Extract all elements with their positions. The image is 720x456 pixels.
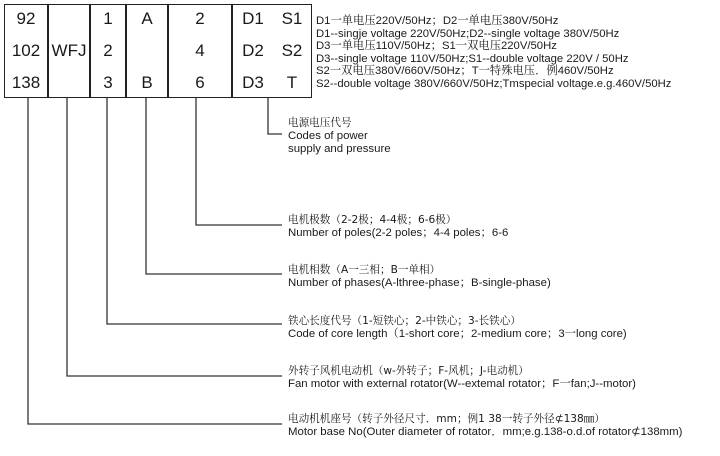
code-t: T [286,73,298,92]
label-en: Motor base No(Outer diameter of rotator．mm;e.g.138-o.d.of rotator⊄138mm) [288,426,683,439]
label-core-length [288,315,627,341]
code-a: A [141,9,153,28]
code-box-voltage [232,4,312,98]
code-d1: D1 [242,9,264,28]
code-box-type [48,4,90,98]
code-d2: D2 [242,41,264,60]
code-138: 138 [11,73,41,92]
label-zh: 电源电压代号 [288,117,352,129]
label-motor-base-no [288,413,682,439]
legend-line: S2--double voltage 380V/660V/50Hz;Tmspecial voltage.e.g.460V/50Hz [316,77,672,90]
connector-base-no [28,98,282,424]
legend-line: D3一单电压110V/50Hz；S1一双电压220V/50Hz [316,40,557,53]
code-box-poles [168,4,232,98]
code-box-phases [126,4,168,98]
label-zh: 电动机机座号（转子外径尺寸．mm；例1 38一转子外径⊄138㎜） [288,413,605,425]
connector-fan-motor [67,98,282,376]
code-b: B [141,73,153,92]
connector-phases [146,98,282,274]
code-102: 102 [11,41,41,60]
code-3: 3 [103,73,113,92]
legend-line: D1一单电压220V/50Hz；D2一单电压380V/50Hz [316,15,559,27]
code-2: 2 [103,41,113,60]
label-fan-motor [288,365,636,391]
label-zh: 外转子风机电动机（w-外转子；F-风机；J-电动机） [288,365,529,377]
label-en: Codes of power [288,130,368,143]
voltage-legend [316,15,671,91]
label-zh: 电机相数（A一三相；B一单相） [288,264,441,276]
legend-line: S2一双电压380V/660V/50Hz；T一特殊电压．例460V/50Hz [316,65,614,78]
code-92: 92 [16,9,36,28]
label-number-of-phases [288,264,551,290]
label-zh: 铁心长度代号（1-短铁心；2-中铁心；3-长铁心） [288,315,521,327]
connector-poles [196,98,282,225]
code-wfj: WFJ [51,41,87,60]
connector-voltage [268,98,282,134]
label-zh: 电机极数（2-2极；4-4极；6-6极） [288,214,457,226]
code-s2: S2 [281,41,303,60]
code-box-core-length [90,4,126,98]
code-pole-4: 4 [195,41,205,60]
legend-line: D3--single voltage 110V/50Hz;S1--double voltage 220V / 50Hz [316,52,629,65]
label-en: Number of phases(A-lthree-phase；B-single-phase) [288,277,551,290]
code-s1: S1 [281,9,303,28]
code-box-base-no [4,4,48,98]
code-pole-6: 6 [195,73,205,92]
label-en: Code of core length（1-short core；2-medium core；3一long core) [288,328,627,341]
code-d3: D3 [242,73,264,92]
label-en: supply and pressure [288,143,391,156]
code-pole-2: 2 [195,9,205,28]
connector-core-length [107,98,282,324]
label-en: Number of poles(2-2 poles；4-4 poles；6-6 [288,227,509,240]
code-1: 1 [103,9,113,28]
legend-line: D1--singje voltage 220V/50Hz;D2--single voltage 380V/50Hz [316,27,620,40]
label-power-supply-code [288,117,391,157]
label-en: Fan motor with external rotator(W--extemal rotator；F一fan;J--motor) [288,378,636,391]
label-number-of-poles [288,214,508,240]
